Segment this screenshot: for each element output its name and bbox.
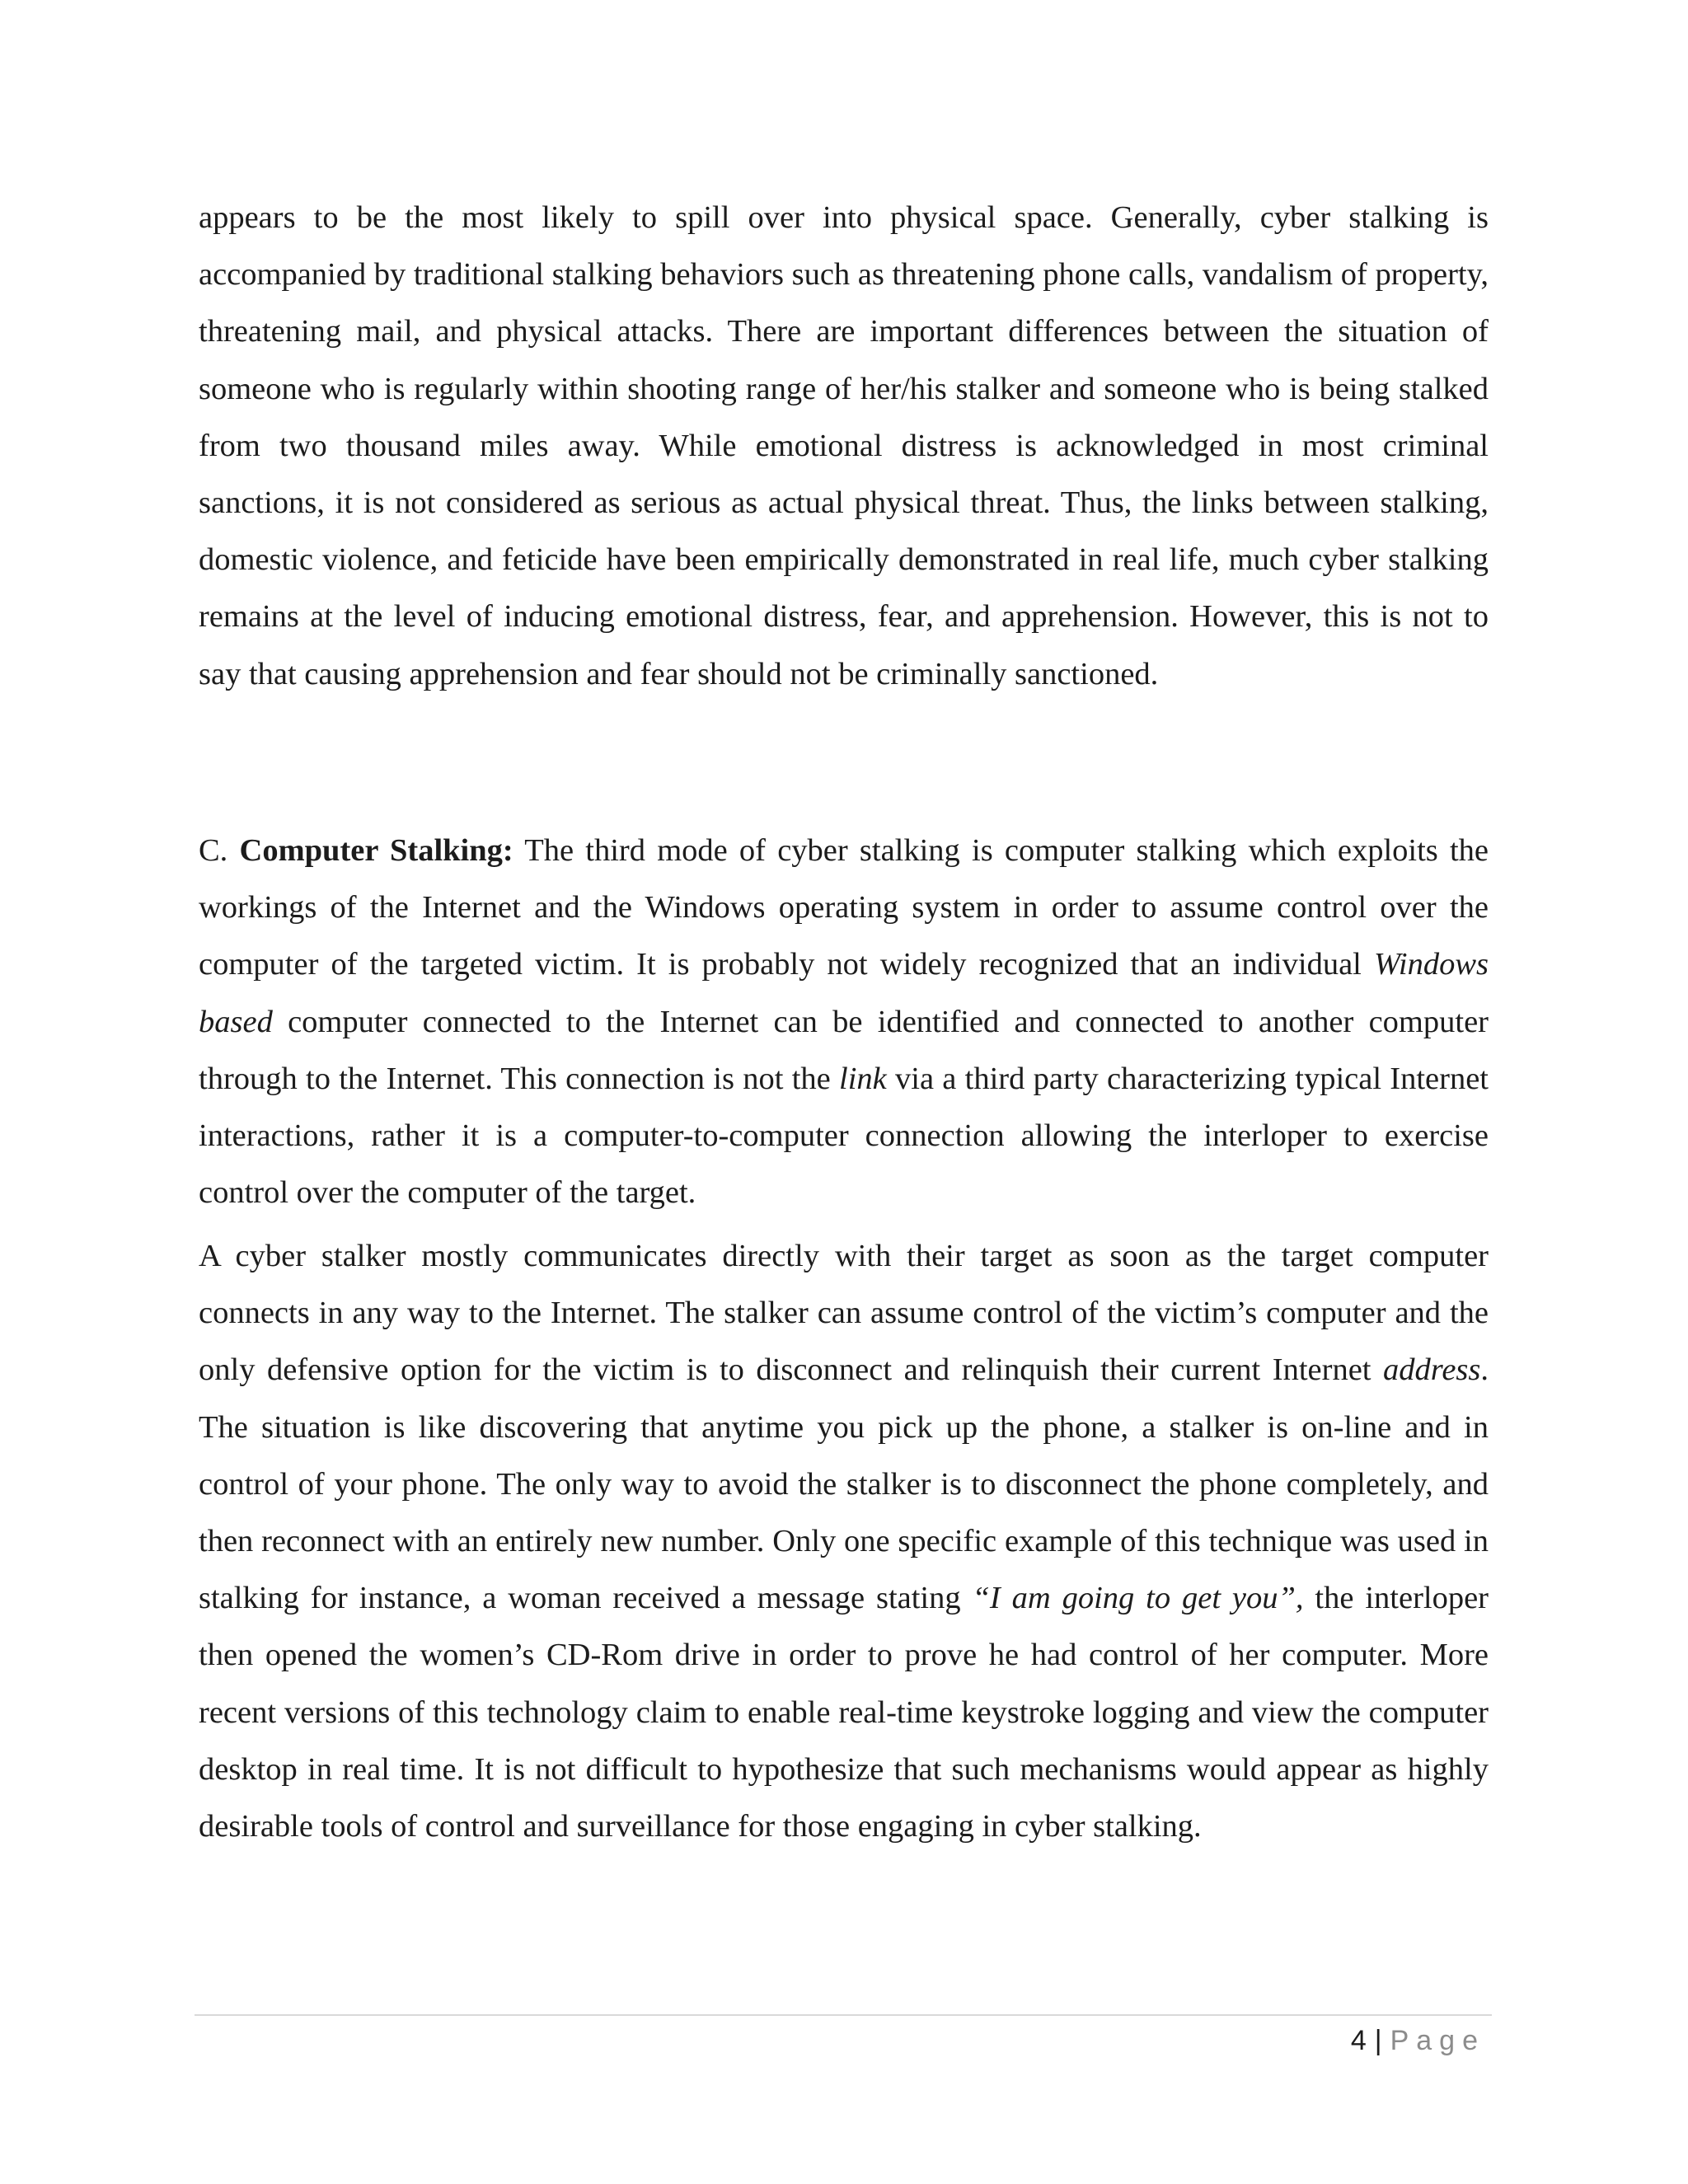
text-run: A cyber stalker mostly communicates directly with their target as soon as the target computer connects in any way to the Internet. The stalker can assume control of the victim’s computer and the only defensive option for the victim is to disconnect and relinquish their current Internet — [199, 1239, 1489, 1388]
emphasis-address: address — [1383, 1352, 1481, 1388]
text-run: computer connected to the Internet can be identified and connected to another computer through to the Internet. This connection is not the — [199, 1004, 1489, 1096]
text-run: . The situation is like discovering that anytime you pick up the phone, a stalker is on-line and in control of your phone. The only way to avoid the stalker is to disconnect the phone completely, and then reconnect with an entirely new number. Only one specific example of this technique was used in stalking for instance, a woman received a message stating — [199, 1352, 1489, 1616]
footer-divider — [195, 2014, 1492, 2016]
emphasis-windows-based: Windows based — [199, 947, 1489, 1039]
page-label: Page — [1390, 2025, 1485, 2056]
paragraph-text — [199, 823, 1489, 1221]
paragraph-physical-space — [199, 190, 1489, 703]
paragraph-text — [199, 1228, 1489, 1855]
text-run: The third mode of cyber stalking is computer stalking which exploits the workings of the Internet and the Windows operating system in order to assume control over the computer of the targeted victim. It is probably not widely recognized that an individual — [199, 833, 1489, 982]
paragraph-cyber-stalker-communication — [199, 1228, 1489, 1855]
paragraph-text: appears to be the most likely to spill over into physical space. Generally, cyber stalking is accompanied by traditional stalking behaviors such as threatening phone calls, vandalism of property, threatening mail, and physical attacks. There are important differences between the situation of someone who is regularly within shooting range of her/his stalker and someone who is being stalked from two thousand miles away. While emotional distress is acknowledged in most criminal sanctions, it is not considered as serious as actual physical threat. Thus, the links between stalking, domestic violence, and feticide have been empirically demonstrated in real life, much cyber stalking remains at the level of inducing emotional distress, fear, and apprehension. However, this is not to say that causing apprehension and fear should not be criminally sanctioned. — [199, 200, 1489, 691]
text-run: the interloper then opened the women’s CD-Rom drive in order to prove he had control of her computer. More recent versions of this technology claim to enable real-time keystroke logging and view the computer desktop in real time. It is not difficult to hypothesize that such mechanisms would appear as highly desirable tools of control and surveillance for those engaging in cyber stalking. — [199, 1581, 1489, 1844]
paragraph-computer-stalking — [199, 823, 1489, 1221]
section-heading: Computer Stalking: — [239, 833, 513, 868]
page-footer — [1351, 2016, 1485, 2065]
quote-i-am-going-to-get-you: “I am going to get you”, — [972, 1581, 1304, 1616]
footer-separator: | — [1374, 2025, 1382, 2056]
page-number: 4 — [1350, 2025, 1367, 2056]
text-run: via a third party characterizing typical Internet interactions, rather it is a computer-to-computer connection allowing the interloper to exercise control over the computer of the target. — [199, 1061, 1489, 1211]
emphasis-link: link — [839, 1061, 887, 1096]
section-prefix: C. — [199, 833, 240, 868]
